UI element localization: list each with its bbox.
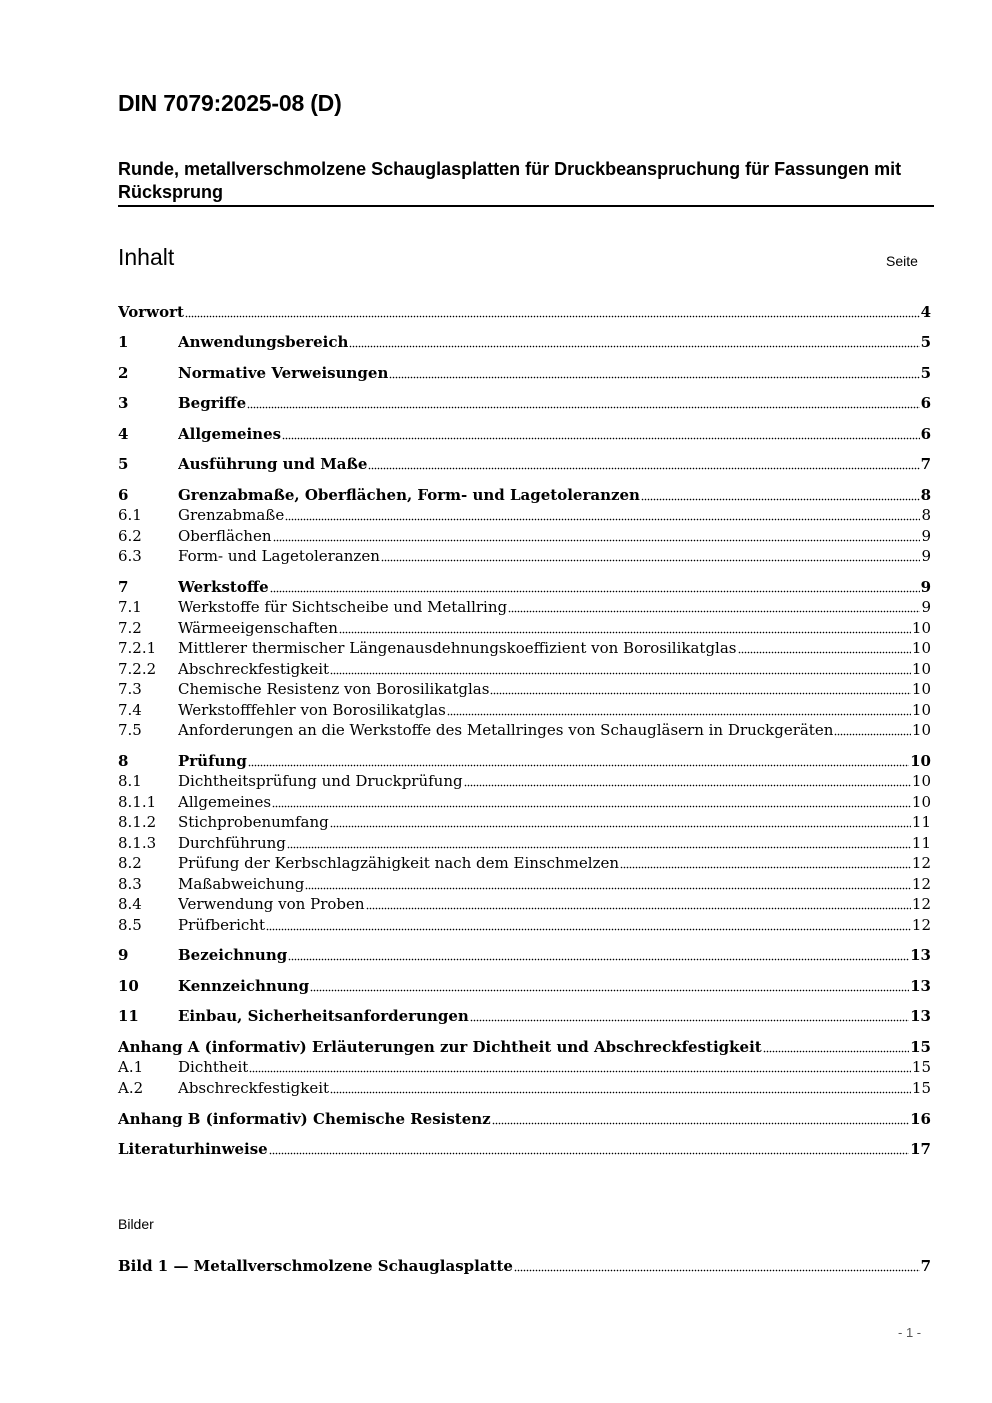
toc-entry-page: 6 xyxy=(920,394,931,412)
dot-leader xyxy=(389,376,919,379)
toc-entry-number: 7.1 xyxy=(118,598,142,616)
dot-leader xyxy=(266,928,911,931)
toc-entry[interactable] xyxy=(118,332,931,352)
dot-leader xyxy=(269,1152,909,1155)
toc-entry[interactable] xyxy=(118,894,931,914)
toc-entry-label: Prüfung der Kerbschlagzähigkeit nach dem Einschmelzen xyxy=(178,854,620,872)
toc-entry-number: 7.5 xyxy=(118,721,142,739)
toc-entry-page: 12 xyxy=(911,895,931,913)
toc-entry-number: A.1 xyxy=(118,1058,144,1076)
dot-leader xyxy=(508,610,920,613)
toc-entry-number: 2 xyxy=(118,364,129,382)
toc-entry[interactable] xyxy=(118,853,931,873)
toc-entry-page: 12 xyxy=(911,916,931,934)
dot-leader xyxy=(366,907,911,910)
toc-entry-number: 8.1.2 xyxy=(118,813,157,831)
toc-entry[interactable] xyxy=(118,792,931,812)
toc-entry-number: 8.4 xyxy=(118,895,142,913)
toc-entry-page: 9 xyxy=(921,527,931,545)
dot-leader xyxy=(310,989,909,992)
figure-entry[interactable] xyxy=(118,1256,931,1276)
toc-entry-page: 4 xyxy=(920,303,931,321)
toc-entry-number: 8.1.1 xyxy=(118,793,157,811)
dot-leader xyxy=(349,345,919,348)
toc-entry[interactable] xyxy=(118,1057,931,1077)
toc-entry[interactable] xyxy=(118,915,931,935)
toc-entry-number: 8.1 xyxy=(118,772,142,790)
toc-entry-page: 12 xyxy=(911,854,931,872)
toc-entry[interactable] xyxy=(118,638,931,658)
toc-entry-label: Allgemeines xyxy=(178,793,272,811)
toc-entry-label: Anwendungsbereich xyxy=(178,333,349,351)
toc-entry-number: 7.2 xyxy=(118,619,142,637)
toc-entry-label: Abschreckfestigkeit xyxy=(178,660,330,678)
toc-entry-label: Verwendung von Proben xyxy=(178,895,365,913)
toc-entry-page: 10 xyxy=(911,619,931,637)
dot-leader xyxy=(490,692,910,695)
document-id: DIN 7079:2025-08 (D) xyxy=(118,90,342,116)
toc-entry-page: 10 xyxy=(911,639,931,657)
toc-entry-number: 3 xyxy=(118,394,129,412)
toc-entry-number: 7.2.2 xyxy=(118,660,157,678)
toc-entry-page: 9 xyxy=(921,598,931,616)
dot-leader xyxy=(273,539,921,542)
toc-entry[interactable] xyxy=(118,546,931,566)
toc-entry-number: 8.2 xyxy=(118,854,142,872)
toc-entry-label: Stichprobenumfang xyxy=(178,813,329,831)
toc-entry-page: 10 xyxy=(911,660,931,678)
toc-entry[interactable] xyxy=(118,679,931,699)
dot-leader xyxy=(620,866,911,869)
toc-entry-number: 5 xyxy=(118,455,129,473)
toc-entry-page: 10 xyxy=(910,752,931,770)
toc-entry[interactable] xyxy=(118,833,931,853)
toc-entry-page: 11 xyxy=(911,834,931,852)
figures-heading: Bilder xyxy=(118,1216,154,1232)
dot-leader xyxy=(272,805,911,808)
toc-entry[interactable] xyxy=(118,597,931,617)
toc-entry-label: Maßabweichung xyxy=(178,875,305,893)
toc-entry-page: 10 xyxy=(911,772,931,790)
document-title: Runde, metallverschmolzene Schauglasplatten für Druckbeanspruchung für Fassungen mit Rücksprung xyxy=(118,158,934,207)
dot-leader xyxy=(330,1091,911,1094)
toc-entry-page: 10 xyxy=(911,701,931,719)
toc-entry-label: Anhang B (informativ) Chemische Resistenz xyxy=(118,1110,491,1128)
toc-entry-number: 7.2.1 xyxy=(118,639,157,657)
toc-entry[interactable] xyxy=(118,577,931,597)
toc-entry-label: Grenzabmaße xyxy=(178,506,285,524)
toc-entry-label: Kennzeichnung xyxy=(178,977,310,995)
toc-entry-page: 6 xyxy=(920,425,931,443)
toc-entry-number: 9 xyxy=(118,946,129,964)
dot-leader xyxy=(368,467,919,470)
toc-entry-number: 8.1.3 xyxy=(118,834,157,852)
toc-entry-label: Grenzabmaße, Oberflächen, Form- und Lagetoleranzen xyxy=(178,486,640,504)
toc-entry-label: Chemische Resistenz von Borosilikatglas xyxy=(178,680,490,698)
toc-entry-label: Dichtheitsprüfung und Druckprüfung xyxy=(178,772,463,790)
toc-entry-label: Werkstoffe xyxy=(178,578,269,596)
dot-leader xyxy=(641,498,920,501)
toc-entry[interactable] xyxy=(118,618,931,638)
toc-entry-page: 7 xyxy=(920,1257,931,1275)
toc-entry[interactable] xyxy=(118,812,931,832)
dot-leader xyxy=(185,315,920,318)
toc-entry-label: Anforderungen an die Werkstoffe des Metallringes von Schaugläsern in Druckgeräten xyxy=(178,721,834,739)
toc-entry-label: Wärmeeigenschaften xyxy=(178,619,338,637)
toc-entry-page: 10 xyxy=(911,793,931,811)
toc-entry-number: 7.4 xyxy=(118,701,142,719)
toc-entry-label: Prüfbericht xyxy=(178,916,266,934)
toc-entry[interactable] xyxy=(118,505,931,525)
toc-entry-label: Mittlerer thermischer Längenausdehnungskoeffizient von Borosilikatglas xyxy=(178,639,737,657)
toc-entry-page: 9 xyxy=(921,547,931,565)
toc-entry[interactable] xyxy=(118,302,931,322)
toc-entry[interactable] xyxy=(118,1006,931,1026)
toc-entry[interactable] xyxy=(118,526,931,546)
toc-entry-label: Werkstoffe für Sichtscheibe und Metallring xyxy=(178,598,508,616)
toc-entry-page: 15 xyxy=(911,1079,931,1097)
dot-leader xyxy=(285,518,920,521)
toc-entry[interactable] xyxy=(118,945,931,965)
toc-entry[interactable] xyxy=(118,1078,931,1098)
toc-entry-page: 13 xyxy=(910,946,931,964)
toc-entry-number: 1 xyxy=(118,333,129,351)
toc-entry-page: 10 xyxy=(911,680,931,698)
toc-entry-number: 6 xyxy=(118,486,129,504)
toc-entry-page: 15 xyxy=(911,1058,931,1076)
toc-entry-page: 8 xyxy=(920,486,931,504)
toc-entry-number: A.2 xyxy=(118,1079,144,1097)
dot-leader xyxy=(381,559,921,562)
toc-entry[interactable] xyxy=(118,751,931,771)
dot-leader xyxy=(763,1050,909,1053)
toc-entry-label: Oberflächen xyxy=(178,527,272,545)
dot-leader xyxy=(287,846,911,849)
dot-leader xyxy=(247,406,919,409)
page-number: - 1 - xyxy=(898,1325,922,1340)
toc-entry-page: 5 xyxy=(920,364,931,382)
toc-entry-label: Durchführung xyxy=(178,834,286,852)
toc-entry[interactable] xyxy=(118,720,931,740)
toc-entry-page: 13 xyxy=(910,1007,931,1025)
toc-entry-page: 5 xyxy=(920,333,931,351)
toc-page-column-label: Seite xyxy=(886,253,918,269)
toc-entry-label: Werkstofffehler von Borosilikatglas xyxy=(178,701,446,719)
toc-entry-number: 6.1 xyxy=(118,506,142,524)
dot-leader xyxy=(470,1019,909,1022)
toc-entry-label: Vorwort xyxy=(118,303,184,321)
toc-entry-page: 17 xyxy=(910,1140,931,1158)
toc-entry-label: Abschreckfestigkeit xyxy=(178,1079,330,1097)
toc-entry-number: 8.5 xyxy=(118,916,142,934)
toc-entry-label: Dichtheit xyxy=(178,1058,249,1076)
toc-entry[interactable] xyxy=(118,976,931,996)
toc-entry[interactable] xyxy=(118,874,931,894)
toc-entry-page: 15 xyxy=(910,1038,931,1056)
toc-entry-number: 7 xyxy=(118,578,129,596)
toc-entry-label: Bild 1 — Metallverschmolzene Schauglasplatte xyxy=(118,1257,513,1275)
toc-entry-number: 8.3 xyxy=(118,875,142,893)
toc-entry[interactable] xyxy=(118,1109,931,1129)
dot-leader xyxy=(282,437,919,440)
toc-entry-label: Anhang A (informativ) Erläuterungen zur Dichtheit und Abschreckfestigkeit xyxy=(118,1038,762,1056)
dot-leader xyxy=(248,764,909,767)
toc-entry-label: Normative Verweisungen xyxy=(178,364,389,382)
toc-entry[interactable] xyxy=(118,700,931,720)
toc-entry-number: 7.3 xyxy=(118,680,142,698)
toc-entry-page: 8 xyxy=(921,506,931,524)
toc-entry-page: 11 xyxy=(911,813,931,831)
toc-entry-label: Ausführung und Maße xyxy=(178,455,368,473)
toc-entry-number: 11 xyxy=(118,1007,139,1025)
toc-entry-number: 6.3 xyxy=(118,547,142,565)
dot-leader xyxy=(270,590,920,593)
toc-entry-number: 6.2 xyxy=(118,527,142,545)
dot-leader xyxy=(447,713,911,716)
dot-leader xyxy=(464,784,911,787)
toc-entry[interactable] xyxy=(118,485,931,505)
toc-entry[interactable] xyxy=(118,771,931,791)
toc-entry-number: 10 xyxy=(118,977,139,995)
toc-entry-label: Allgemeines xyxy=(178,425,282,443)
toc-entry-label: Einbau, Sicherheitsanforderungen xyxy=(178,1007,469,1025)
toc-entry-label: Prüfung xyxy=(178,752,247,770)
toc-entry-page: 7 xyxy=(920,455,931,473)
dot-leader xyxy=(330,825,911,828)
toc-entry[interactable] xyxy=(118,1139,931,1159)
toc-entry[interactable] xyxy=(118,363,931,383)
toc-entry-page: 16 xyxy=(910,1110,931,1128)
dot-leader xyxy=(834,733,911,736)
toc-entry-page: 10 xyxy=(911,721,931,739)
toc-entry-label: Bezeichnung xyxy=(178,946,288,964)
dot-leader xyxy=(738,651,911,654)
toc-entry-page: 13 xyxy=(910,977,931,995)
dot-leader xyxy=(305,887,911,890)
dot-leader xyxy=(249,1070,911,1073)
toc-heading: Inhalt xyxy=(118,244,175,270)
dot-leader xyxy=(514,1269,920,1272)
toc-entry[interactable] xyxy=(118,1037,931,1057)
toc-entry-page: 12 xyxy=(911,875,931,893)
toc-entry-label: Literaturhinweise xyxy=(118,1140,268,1158)
dot-leader xyxy=(339,631,911,634)
toc-entry-number: 8 xyxy=(118,752,129,770)
toc-entry[interactable] xyxy=(118,393,931,413)
toc-entry-page: 9 xyxy=(920,578,931,596)
toc-entry[interactable] xyxy=(118,659,931,679)
toc-entry-label: Form- und Lagetoleranzen xyxy=(178,547,380,565)
toc-entry-label: Begriffe xyxy=(178,394,247,412)
dot-leader xyxy=(492,1122,909,1125)
toc-entry-number: 4 xyxy=(118,425,129,443)
dot-leader xyxy=(288,958,909,961)
toc-entry[interactable] xyxy=(118,424,931,444)
dot-leader xyxy=(330,672,911,675)
toc-entry[interactable] xyxy=(118,454,931,474)
